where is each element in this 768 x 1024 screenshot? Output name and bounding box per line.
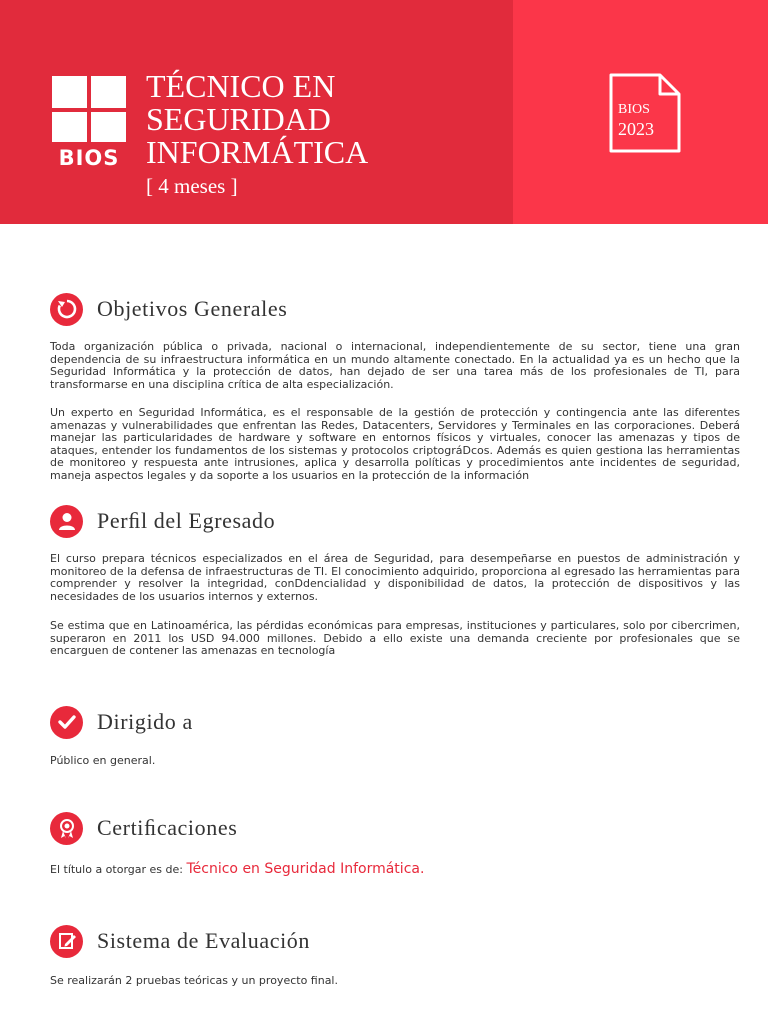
title-line-1: TÉCNICO EN — [146, 68, 336, 104]
title-line-2: SEGURIDAD — [146, 101, 331, 137]
section-dirigido-title: Dirigido a — [97, 709, 193, 734]
award-icon — [50, 812, 83, 845]
section-certificaciones-heading — [50, 811, 237, 845]
title-line-3: INFORMÁTICA — [146, 134, 369, 170]
section-perfil-heading — [50, 504, 275, 538]
refresh-icon — [50, 293, 83, 326]
objetivos-paragraph-2: Un experto en Seguridad Informática, es el responsable de la gestión de protección y contingencia ante las diferentes amenazas y vulnerabilidades que enfrentan las Redes, Datacenters, Servidores y Terminales en las corporaciones. Deberá manejar las particularidades de hardware y software en entornos físicos y virtuales, conocer las amenazas y tipos de ataques, entender los fundamentos de los sistemas y protocolos criptográDcos. Además es quien gestiona las herramientas de monitoreo y respuesta ante intrusiones, aplica y desarrolla políticas y procedimientos ante incidentes de seguridad, maneja aspectos legales y da soporte a los usuarios en la protección de la información — [50, 406, 740, 482]
section-evaluacion-title: Sistema de Evaluación — [97, 928, 310, 953]
objetivos-paragraph-1: Toda organización pública o privada, nacional o internacional, independientemente de su sector, tiene una gran dependencia de su infraestructura informática en un mundo altamente conectado. En la actualidad ya es un hecho que la Seguridad Informática y la protección de datos, han dejado de ser una tarea más de los profesionales de TI, para transformarse en una disciplina crítica de alta especialización. — [50, 340, 740, 391]
user-icon — [50, 505, 83, 538]
perfil-paragraph-2: Se estima que en Latinoamérica, las pérdidas económicas para empresas, instituciones y particulares, solo por cibercrimen, superaron en 2011 los USD 94.000 millones. Debido a ello existe una demanda creciente por profesionales que se encarguen de contener las amenazas en tecnología — [50, 619, 740, 657]
section-certificaciones-title: Certiﬁcaciones — [97, 815, 238, 840]
section-evaluacion-heading — [50, 924, 310, 958]
section-objetivos-title: Objetivos Generales — [97, 296, 288, 321]
course-duration: [ 4 meses ] — [146, 174, 238, 198]
document-edit-icon — [50, 925, 83, 958]
check-icon — [50, 706, 83, 739]
section-perfil-title: Perﬁl del Egresado — [97, 508, 276, 533]
perfil-paragraph-1: El curso prepara técnicos especializados en el área de Seguridad, para desempeñarse en puestos de administración y monitoreo de la defensa de infraestructuras de TI. El conocimiento adquirido, proporciona al egresado las herramientas para comprender y resolver la integridad, conDdencialidad y disponibilidad de datos, la protección de dispositivos y las necesidades de los usuarios internos y externos. — [50, 552, 740, 603]
certificaciones-label: El título a otorgar es de: — [50, 863, 183, 876]
section-objetivos-heading — [50, 292, 287, 326]
logo-text: BIOS — [58, 146, 120, 170]
dirigido-text: Público en general. — [50, 754, 156, 767]
certificaciones-text — [50, 861, 424, 877]
certificaciones-title-highlight: Técnico en Seguridad Informática. — [186, 861, 425, 877]
bios-logo — [52, 76, 126, 168]
doc-badge-year: 2023 — [618, 119, 654, 139]
section-dirigido-heading — [50, 705, 193, 739]
evaluacion-text: Se realizarán 2 pruebas teóricas y un proyecto final. — [50, 974, 338, 987]
doc-badge-brand: BIOS — [618, 102, 650, 117]
page-title — [146, 70, 368, 169]
doc-badge — [618, 102, 654, 140]
